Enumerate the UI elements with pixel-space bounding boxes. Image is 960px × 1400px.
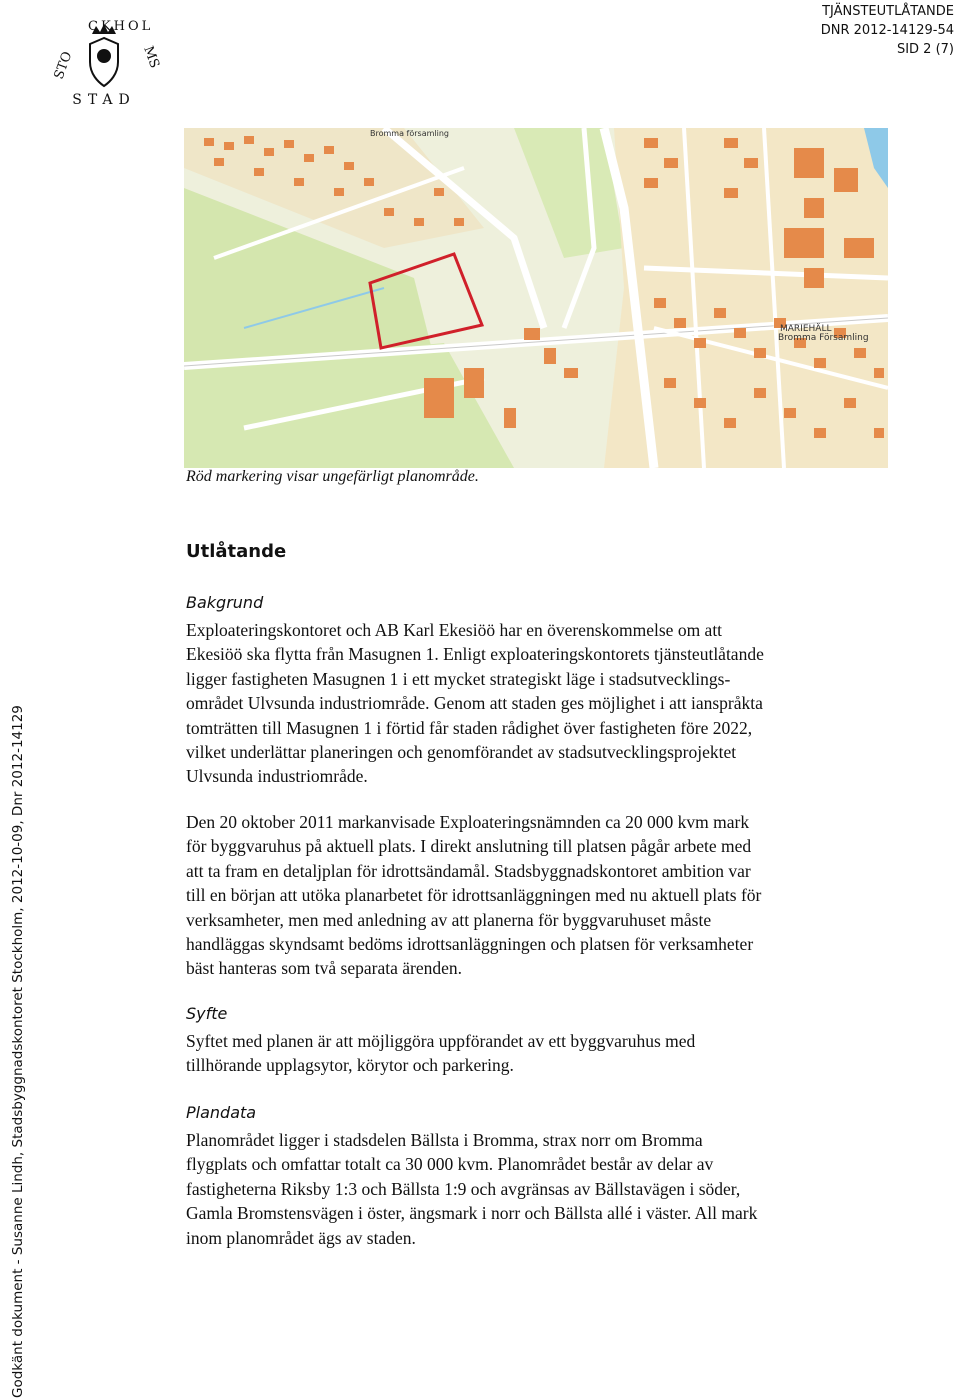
plan-area-map	[184, 128, 888, 468]
map-label-mariehall: MARIEHÄLL	[780, 324, 832, 334]
map-label-bromma-forsamling-top: Bromma församling	[370, 129, 449, 138]
text-line: Ulvsunda industriområde.	[186, 766, 368, 787]
paragraph-plandata	[186, 1128, 886, 1250]
text-line: verksamheter, men med anledning av att planerna för byggvaruhuset måste	[186, 909, 712, 930]
text-line: Den 20 oktober 2011 markanvisade Exploateringsnämnden ca 20 000 kvm mark	[186, 812, 750, 832]
map-caption: Röd markering visar ungefärligt planområde.	[186, 468, 479, 485]
map-label-bromma-forsamling-right: Bromma Församling	[778, 333, 869, 343]
text-line: för byggvaruhus på aktuell plats. I direkt anslutning till platsen pågår arbete med	[186, 836, 752, 857]
section-heading-utlatande: Utlåtande	[186, 541, 287, 562]
text-line: tillhörande upplagsytor, körytor och parkering.	[186, 1055, 514, 1076]
text-line: handläggas skyndsamt bedöms idrottsanläggningen och platsen för verksamheter	[186, 934, 754, 955]
text-line: Planområdet ligger i stadsdelen Bällsta i Bromma, strax norr om Bromma	[186, 1130, 703, 1150]
text-line: tomträtten till Masugnen 1 i förtid får staden rådighet över fastigheten före 2022,	[186, 717, 753, 738]
text-line: fastigheterna Riksby 1:3 och Bällsta 1:9 och avgränsas av Bällstavägen i söder,	[186, 1178, 741, 1199]
doc-type: TJÄNSTEUTLÅTANDE	[822, 4, 954, 19]
text-line: ligger fastigheten Masugnen 1 i ett mycket strategiskt läge i stadsutvecklings-	[186, 668, 731, 689]
svg-text:STAD: STAD	[72, 92, 136, 108]
subheading-bakgrund: Bakgrund	[186, 593, 264, 612]
svg-text:STO: STO	[51, 49, 76, 82]
text-line: Syftet med planen är att möjliggöra uppförandet av ett byggvaruhus med	[186, 1031, 696, 1051]
paragraph-syfte	[186, 1029, 886, 1078]
dnr-number: DNR 2012-14129-54	[820, 23, 954, 38]
text-line: Ekesiöö ska flytta från Masugnen 1. Enligt exploateringskontorets tjänsteutlåtande	[186, 644, 764, 665]
paragraph-bakgrund-1	[186, 618, 886, 789]
subheading-plandata: Plandata	[186, 1103, 257, 1122]
text-line: till en början att utöka planarbetet för idrottsanläggningen med nu aktuell plats för	[186, 885, 762, 906]
svg-text:MS: MS	[140, 44, 162, 71]
text-line: Exploateringskontoret och AB Karl Ekesiöö har en överenskommelse om att	[186, 620, 723, 640]
text-line: bäst hanteras som två separata ärenden.	[186, 958, 462, 979]
text-line: att ta fram en detaljplan för idrottsändamål. Stadsbyggnadskontoret ambition var	[186, 860, 751, 881]
text-line: flygplats och omfattar totalt ca 30 000 kvm. Planområdet består av delar av	[186, 1154, 714, 1175]
approval-sidebar-text: Godkänt dokument - Susanne Lindh, Stadsbyggnadskontoret Stockholm, 2012-10-09, Dnr 2012-14129	[10, 705, 26, 1398]
subheading-syfte: Syfte	[186, 1004, 228, 1023]
text-line: inom planområdet ägs av staden.	[186, 1227, 416, 1248]
text-line: vilket underlättar planeringen och genomförandet av stadsutvecklingsprojektet	[186, 742, 737, 763]
text-line: området Ulvsunda industriområde. Genom att staden ges möjlighet i att ianspråkta	[186, 693, 763, 714]
text-line: Gamla Bromstensvägen i öster, ängsmark i norr och Bällsta allé i väster. All mark	[186, 1203, 758, 1224]
paragraph-bakgrund-2	[186, 810, 886, 981]
document-header	[821, 2, 954, 59]
svg-text:CKHOL: CKHOL	[88, 19, 154, 34]
stockholms-stad-logo	[44, 10, 164, 110]
page-number: SID 2 (7)	[896, 42, 954, 57]
